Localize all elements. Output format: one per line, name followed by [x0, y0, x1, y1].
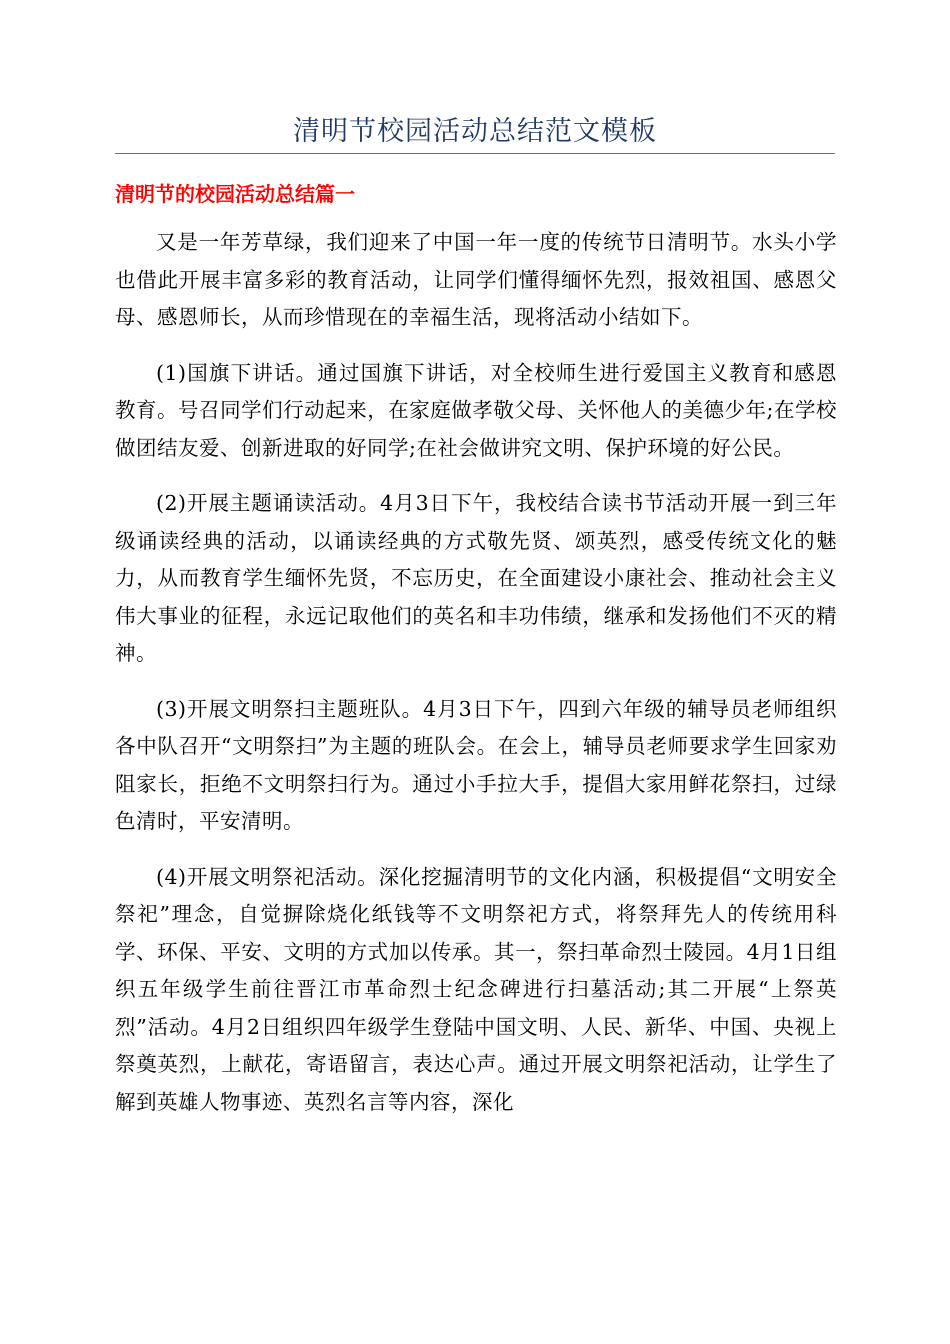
document-title: 清明节校园活动总结范文模板: [293, 116, 657, 147]
paragraph-intro: 又是一年芳草绿，我们迎来了中国一年一度的传统节日清明节。水头小学也借此开展丰富多彩的教育活动，让同学们懂得缅怀先烈，报效祖国、感恩父母、感恩师长，从而珍惜现在的幸福生活，现将活动小结如下。: [115, 230, 837, 329]
paragraph-item-3: (3)开展文明祭扫主题班队。4月3日下午，四到六年级的辅导员老师组织各中队召开“文明祭扫”为主题的班队会。在会上，辅导员老师要求学生回家劝阻家长，拒绝不文明祭扫行为。通过小手拉大手，提倡大家用鲜花祭扫，过绿色清时，平安清明。: [115, 696, 837, 833]
title-underline-divider: [115, 153, 835, 154]
document-body: [115, 224, 837, 1139]
paragraph-item-1: (1)国旗下讲话。通过国旗下讲话，对全校师生进行爱国主义教育和感恩教育。号召同学们行动起来，在家庭做孝敬父母、关怀他人的美德少年;在学校做团结友爱、创新进取的好同学;在社会做讲究文明、保护环境的好公民。: [115, 360, 837, 460]
section-heading: 清明节的校园活动总结篇一: [115, 182, 355, 206]
paragraph-item-4: (4)开展文明祭祀活动。深化挖掘清明节的文化内涵，积极提倡“文明安全祭祀”理念，自觉摒除烧化纸钱等不文明祭祀方式，将祭拜先人的传统用科学、环保、平安、文明的方式加以传承。其一，祭扫革命烈士陵园。4月1日组织五年级学生前往晋江市革命烈士纪念碑进行扫墓活动;其二开展“上祭英烈”活动。4月2日组织四年级学生登陆中国文明、人民、新华、中国、央视上祭奠英烈，上献花，寄语留言，表达心声。通过开展文明祭祀活动，让学生了解到英雄人物事迹、英烈名言等内容，深化: [115, 864, 837, 1114]
paragraph-item-2: (2)开展主题诵读活动。4月3日下午，我校结合读书节活动开展一到三年级诵读经典的活动，以诵读经典的方式敬先贤、颂英烈，感受传统文化的魅力，从而教育学生缅怀先贤，不忘历史，在全面建设小康社会、推动社会主义伟大事业的征程，永远记取他们的英名和丰功伟绩，继承和发扬他们不灭的精神。: [115, 491, 837, 665]
